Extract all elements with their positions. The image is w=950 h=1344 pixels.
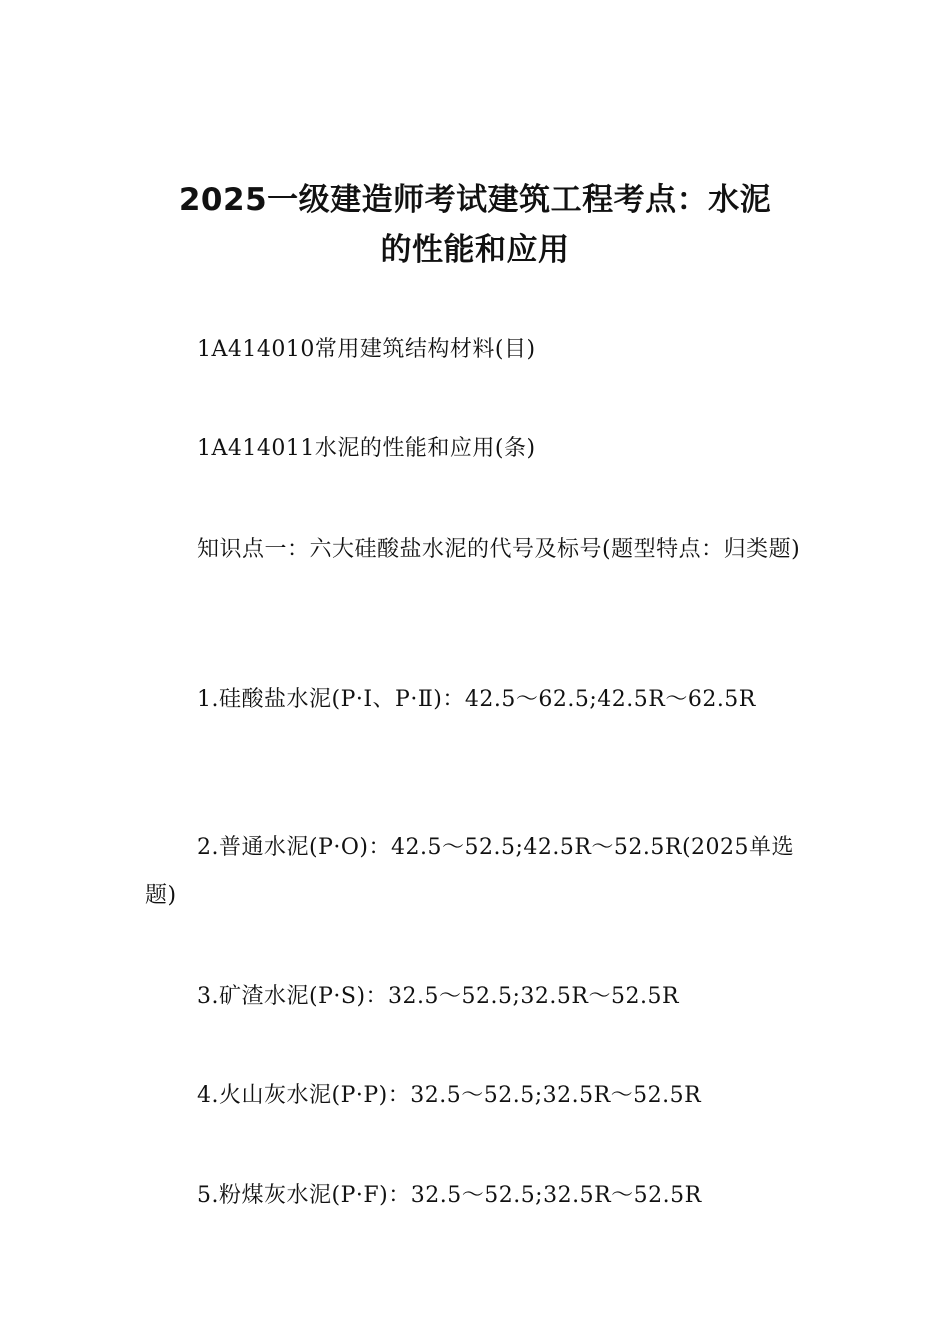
title-line-2: 的性能和应用 xyxy=(380,232,570,268)
document-title xyxy=(145,175,805,275)
list-item-3: 3.矿渣水泥(P·S)：32.5～52.5;32.5R～52.5R xyxy=(197,984,680,1009)
list-item-1: 1.硅酸盐水泥(P·Ⅰ、P·Ⅱ)：42.5～62.5;42.5R～62.5R xyxy=(197,687,756,712)
knowledge-point-heading: 知识点一：六大硅酸盐水泥的代号及标号(题型特点：归类题) xyxy=(197,537,801,562)
title-line-1: 2025一级建造师考试建筑工程考点：水泥 xyxy=(178,182,772,218)
list-item-2: 2.普通水泥(P·O)：42.5～52.5;42.5R～52.5R(2025单选题) xyxy=(145,835,795,908)
section-heading-目: 1A414010常用建筑结构材料(目) xyxy=(197,337,536,362)
list-item-4: 4.火山灰水泥(P·P)：32.5～52.5;32.5R～52.5R xyxy=(197,1083,702,1108)
list-item-5: 5.粉煤灰水泥(P·F)：32.5～52.5;32.5R～52.5R xyxy=(197,1183,702,1208)
section-heading-条: 1A414011水泥的性能和应用(条) xyxy=(197,436,536,461)
